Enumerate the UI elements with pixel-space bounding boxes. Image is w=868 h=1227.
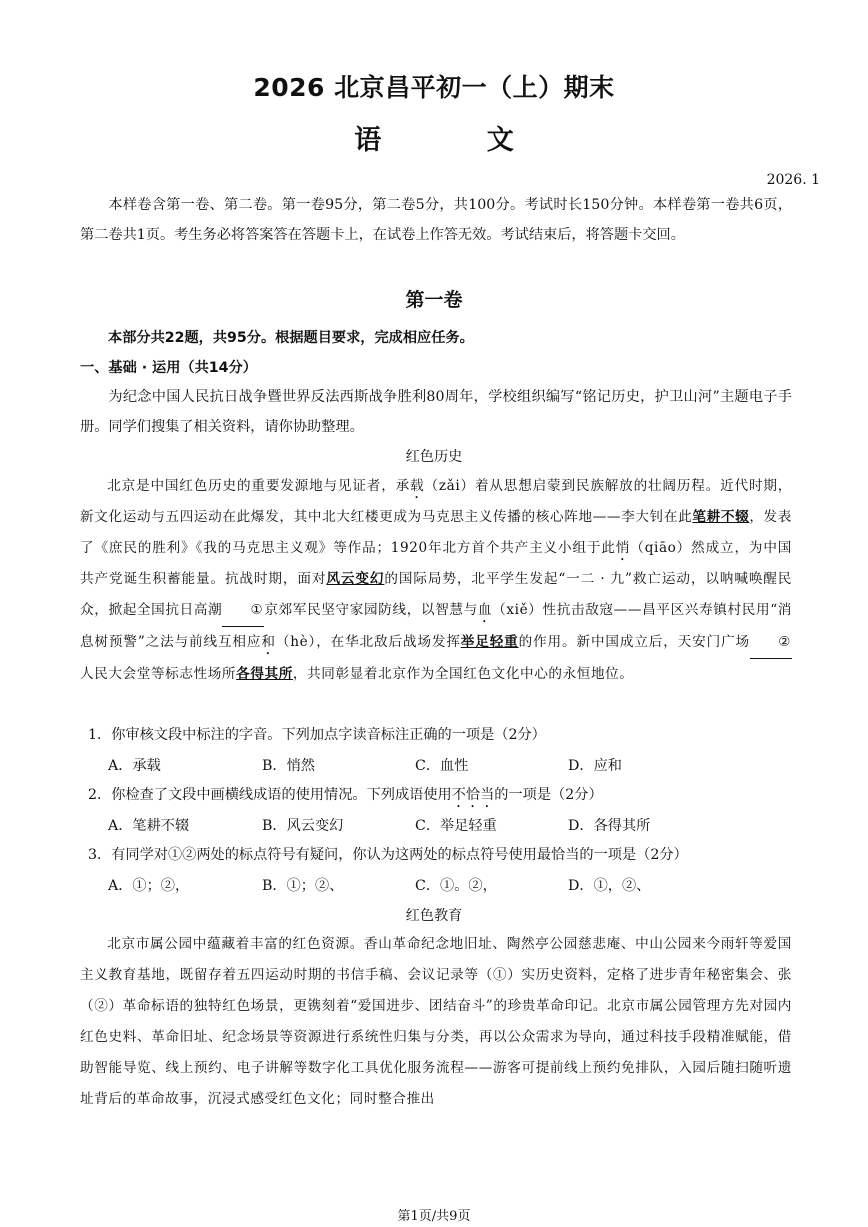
question-1-stem: 1．你审核文段中标注的字音。下列加点字读音标注正确的一项是（2分） — [88, 727, 546, 743]
passage-text: （qiāo）然成立，为中国共产党诞生积蓄能量。抗战时期，面对 — [80, 540, 792, 587]
question-1-option-c: C．血性 — [415, 758, 469, 774]
section1-lead: 为纪念中国人民抗日战争暨世界反法西斯战争胜利80周年，学校组织编写“铭记历史，护卫山河”主题电子手册。同学们搜集了相关资料，请你协助整理。 — [80, 389, 792, 435]
passage-text: （zǎi）着从思想启蒙到民族解放的壮阔历程。近代时期，新文化运动与五四运动在此爆发，其中北大红楼更成为马克思主义传播的核心阵地——李大钊在此 — [80, 478, 792, 525]
underlined-idiom: 笔耕不辍 — [692, 509, 750, 525]
punctuation-blank: ① — [222, 595, 264, 627]
punctuation-blank: ② — [750, 627, 792, 659]
question-3-option-a: A．①；②， — [108, 878, 190, 894]
passage-text: 的国际局势，北平学生发起“一二 · 九”救亡运动，以呐喊唤醒民众，掀起全国抗日高潮 — [80, 571, 792, 618]
part1-title: 第一卷 — [405, 289, 463, 311]
passage-text: （xiě）性抗击敌寇——昌平区兴寿镇村民用“消息树预警”之法与前线互相应 — [80, 602, 792, 650]
underlined-idiom: 各得其所 — [236, 666, 293, 682]
question-3-option-c: C．①。②， — [415, 878, 497, 894]
passage-text: 京郊军民坚守家园防线，以智慧与 — [264, 602, 478, 618]
dotted-char: 血 — [477, 602, 493, 618]
underlined-idiom: 风云变幻 — [326, 571, 385, 587]
dotted-char: 和 — [261, 634, 276, 650]
question-1-option-a: A．承载 — [108, 758, 161, 774]
question-2-option-b: B．风云变幻 — [262, 818, 344, 834]
passage-text: 北京是中国红色历史的重要发源地与见证者，承 — [107, 478, 411, 494]
section1-heading: 一、基础 · 运用（共14分） — [80, 360, 257, 376]
question-2-option-d: D．各得其所 — [568, 818, 651, 834]
question-1-option-d: D．应和 — [568, 758, 622, 774]
question-2-option-c: C．举足轻重 — [415, 818, 497, 834]
red-education-passage: 北京市属公园中蕴藏着丰富的红色资源。香山革命纪念地旧址、陶然亭公园慈悲庵、中山公园来今雨轩等爱国主义教育基地，既留存着五四运动时期的书信手稿、会议记录等（①）实历史资料，定格了进步青年秘密集会、张（②）革命标语的独特红色场景，更镌刻着“爱国进步、团结奋斗”的珍贵革命印记。北京市属公园管理方先对园内红色史料、革命旧址、纪念场景等资源进行系统性归集与分类，再以公众需求为导向，通过科技手段精准赋能，借助智能导览、线上预约、电子讲解等数字化工具优化服务流程——游客可提前线上预约免排队，入园后随扫随听遗址背后的革命故事，沉浸式感受红色文化；同时整合推出 — [80, 936, 792, 1107]
page-number: 第1页/共9页 — [397, 1209, 471, 1224]
question-3-option-d: D．①，②、 — [568, 878, 651, 894]
subject-title — [0, 118, 868, 157]
subject-text: 语 文 — [354, 125, 562, 156]
passage-text: （hè），在华北敌后战场发挥 — [275, 634, 461, 650]
passage-text: 的作用。新中国成立后，天安门广场 — [518, 634, 750, 650]
question-2-stem — [88, 784, 603, 811]
question-text: 的一项是（2分） — [494, 787, 603, 803]
question-2-option-a: A．笔耕不辍 — [108, 818, 190, 834]
question-3-stem: 3．有同学对①②两处的标点符号有疑问，你认为这两处的标点符号使用最恰当的一项是（2分） — [88, 847, 688, 863]
underlined-idiom: 举足轻重 — [460, 634, 519, 650]
red-education-heading: 红色教育 — [405, 908, 463, 924]
question-1-option-b: B．悄然 — [262, 758, 315, 774]
passage-text: 人民大会堂等标志性场所 — [80, 666, 237, 682]
question-text: 2．你检查了文段中画横线成语的使用情况。下列成语使用 — [88, 787, 452, 803]
red-history-passage — [80, 471, 792, 690]
exam-instructions: 本样卷含第一卷、第二卷。第一卷95分，第二卷5分，共100分。考试时长150分钟。本样卷第一卷共6页，第二卷共1页。考生务必将答案答在答题卡上，在试卷上作答无效。考试结束后，将答题卡交回。 — [80, 197, 792, 243]
exam-title: 2026 北京昌平初一（上）期末 — [253, 73, 615, 102]
emphasis-text: 不恰当 — [451, 787, 495, 803]
exam-date: 2026. 1 — [766, 172, 820, 188]
part1-description: 本部分共22题，共95分。根据题目要求，完成相应任务。 — [108, 330, 474, 346]
question-3-option-b: B．①；②、 — [262, 878, 344, 894]
red-history-heading: 红色历史 — [405, 449, 463, 465]
dotted-char: 载 — [410, 478, 425, 494]
passage-text: ，共同彰显着北京作为全国红色文化中心的永恒地位。 — [292, 666, 634, 682]
passage-text: ，发表了《庶民的胜利》《我的马克思主义观》等作品；1920年北方首个共产主义小组于此 — [80, 509, 792, 556]
dotted-char: 悄 — [615, 540, 631, 556]
